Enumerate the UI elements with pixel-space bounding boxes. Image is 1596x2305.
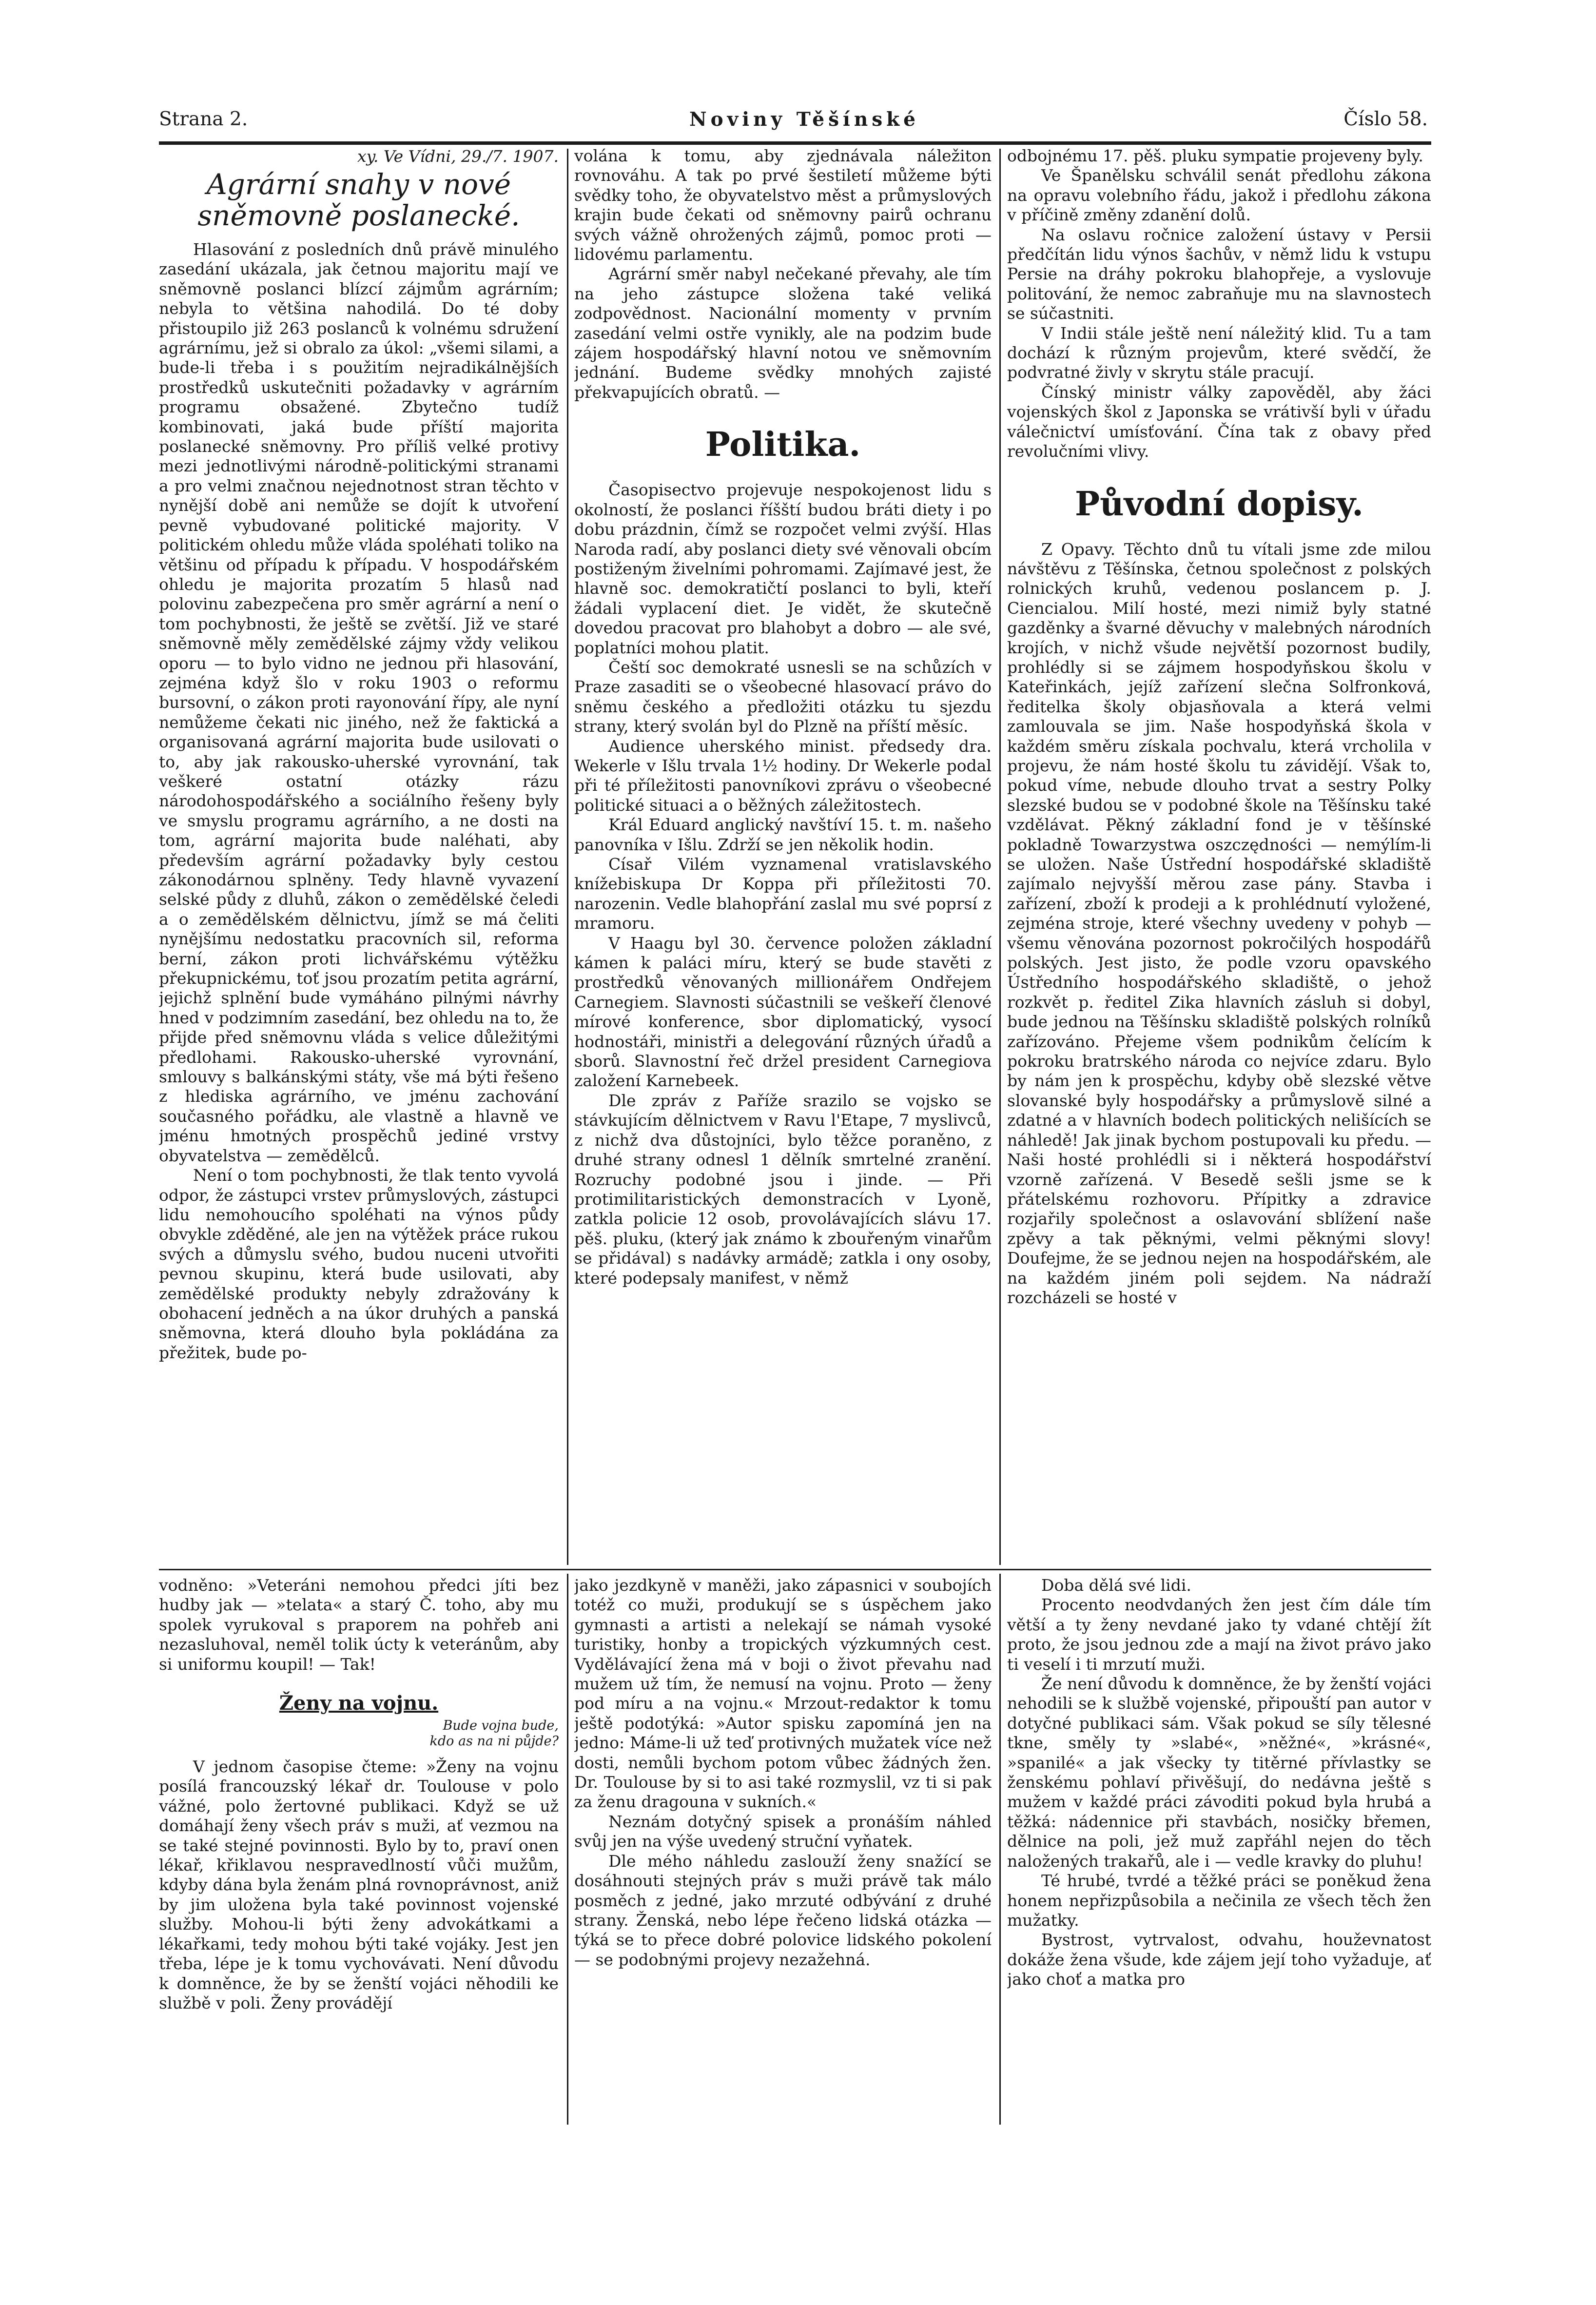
column-divider	[999, 149, 1001, 1565]
article-paragraph: volána k tomu, aby zjednávala náležiton rovnováhu. A tak po prvé šestiletí můžeme býti svědky toho, že obyvatelstvo měst a průmyslových krajin bude čekati od sněmovny pairů ochranu svých vážně ohrožených zájmů, pomoc proti — lidovému parlamentu.	[574, 146, 992, 264]
motto-line: kdo as na ni půjde?	[429, 1734, 559, 1749]
motto	[159, 1718, 559, 1749]
article-paragraph: Neznám dotyčný spisek a pronáším náhled svůj jen na výše uvedený struční vyňatek.	[574, 1812, 992, 1851]
article-paragraph: Bystrost, vytrvalost, odvahu, houževnatost dokáže žena všude, kde zájem její toho vyžaduje, ať jako choť a matka pro	[1007, 1930, 1431, 1989]
news-item: Čínský ministr války zapověděl, aby žáci vojenských škol z Japonska se vrátivší byli v úřadu válečnictví umísťování. Čína tak z obavy před revolučními vlivy.	[1007, 382, 1431, 461]
article-paragraph: Dle mého náhledu zaslouží ženy snažící se dosáhnouti stejných práv s muži právě tak málo posměch z jedné, jako mrzuté odbývání z druhé strany. Ženská, nebo lépe řečeno lidská otázka — týká se to přece dobré polovice lidského pokolení — se podobnými projevy nezažehná.	[574, 1851, 992, 1969]
column-1	[159, 146, 559, 1563]
article-paragraph: Není o tom pochybnosti, že tlak tento vyvolá odpor, že zástupci vrstev průmyslových, zástupci lidu nemohoucího spoléhati na výnos půdy obvykle zděděné, ale jen na výtěžek práce rukou svých a důmyslu svého, budou nuceni utvořiti pevnou skupinu, která bude usilovati, aby zemědělské produkty nebyly zdražovány k obohacení jedněch a na úkor druhých a panská sněmovna, která dlouho byla pokládána za přežitek, bude po-	[159, 1166, 559, 1362]
section-title-dopisy: Původní dopisy.	[1075, 484, 1363, 524]
feuilleton-title: Ženy na vojnu.	[279, 1692, 439, 1715]
news-item: Audience uherského minist. předsedy dra. Wekerle v Išlu trvala 1½ hodiny. Dr Wekerle podal při té příležitosti panovníkovi zprávu o všeobecné politické situaci a o běžných záležitostech.	[574, 736, 992, 815]
article-paragraph: Té hrubé, tvrdé a těžké práci se poněkud žena honem nepřizpůsobila a nečinila ze všech těch žen mužatky.	[1007, 1871, 1431, 1930]
page-number: Strana 2.	[159, 108, 248, 130]
article-paragraph: vodněno: »Veteráni nemohou předci jíti bez hudby jak — »telata« a starý Č. toho, aby mu spolek vyrukoval s praporem na pohřeb ani nezasluhoval, neměl tolik úcty k veteránům, aby si uniformu koupil! — Tak!	[159, 1576, 559, 1674]
article-paragraph: Že není důvodu k domněnce, že by ženští vojáci nehodili se k službě vojenské, připouští pan autor v dotyčné publikaci sám. Však pokud se síly tělesné tkne, směly ty »slabé«, »něžné«, »krásné«, »spanilé« a jak všecky ty titěrné přívlastky se ženskému pohlaví přivěšují, do nedávna ještě s mužem v každé práci závoditi pokud byla hrubá a těžká: nádennice při stavbách, nosičky břemen, dělnice na poli, jež muž zapřáhl nejen do těch naložených trakařů, ale i — vedle kravky do pluhu!	[1007, 1674, 1431, 1871]
article-paragraph: Procento neodvdaných žen jest čím dále tím větší a ty ženy nevdané jako ty vdané chtějí žít proto, že jsou jednou zde a mají na život právo jako ti veselí i ti mrzutí muži.	[1007, 1595, 1431, 1674]
news-item: Císař Vilém vyznamenal vratislavského knížebiskupa Dr Koppa při příležitosti 70. narozenin. Vedle blahopřání zaslal mu své poprsí z mramoru.	[574, 855, 992, 933]
news-item: V Indii stále ještě není náležitý klid. Tu a tam dochází k různým projevům, které svědčí, že podvratné živly v skrytu stále pracují.	[1007, 323, 1431, 382]
bottom-column-2	[574, 1576, 992, 2127]
column-3	[1007, 146, 1431, 1563]
news-item: Na oslavu ročnice založení ústavy v Persii předčítán lidu výnos šachův, v němž lidu k vstupu Persie na dráhy pokroku blahopřeje, a vyslovuje politování, že nemoc zabraňuje mu na slavnostech se súčastniti.	[1007, 225, 1431, 323]
section-title-politika: Politika.	[705, 425, 861, 465]
article-paragraph: Agrární směr nabyl nečekané převahy, ale tím na jeho zástupce složena také veliká zodpovědnost. Nacionální momenty v prvním zasedání velmi ostře vynikly, ale na podzim bude zájem hospodářský hlavní notou ve sněmovním jednání. Budeme svědky mnohých zajisté překvapujících obratů. —	[574, 264, 992, 402]
article-paragraph: Hlasování z posledních dnů právě minulého zasedání ukázala, jak četnou majoritu mají ve sněmovně poslanci blízcí zájmům agrárním; nebyla to většina nahodilá. Do té doby přistoupilo již 263 poslanců k volnému sdružení agrárnímu, jež si obralo za úkol: „všemi silami, a bude-li třeba i s použitím nejradikálnějších prostředků uskutečniti požadavky v agrárním programu obsažené. Zbytečno tudíž kombinovati, jaká bude příští majorita poslanecké sněmovny. Pro příliš velké protivy mezi jednotlivými národně-politickými stranami a pro velmi značnou nejednotnost stran těchto v nynější době ani nemůže se dojít k utvoření pevně vybudované politické majority. V politickém ohledu může vláda spoléhati toliko na většinu od případu k případu. V hospodářském ohledu je majorita prozatím 5 hlasů nad polovinu zabezpečena pro směr agrární a není o tom pochybnosti, že ještě se zvětší. Již ve staré sněmovně měly zemědělské zájmy vždy velikou oporu — to bylo vidno ne jednou při hlasování, zejména když šlo v roku 1903 o reformu bursovní, o zákon proti rayonování řípy, ale nyní nemůžeme čekati nic jiného, než že faktická a organisovaná agrární majorita bude usilovati o to, aby jak rakousko-uherské vyrovnání, tak veškeré ostatní otázky rázu národohospodářského a sociálního řešeny byly ve smyslu programu agrárního, a ne dosti na tom, agrární majorita bude naléhati, aby především agrární požadavky byly cestou zákonodárnou splněny. Tedy hlavně vyvazení selské půdy z dluhů, zákon o zemědělské čeledi a o zemědělském dělnictvu, jímž se má čeliti nynějšímu nedostatku pracovních sil, reforma berní, zákon proti lichvářskému výtěžku překupnickému, toť jsou prozatím petita agrární, jejichž splnění bude vymáháno pilnými návrhy hned v podzimním zasedání, bez ohledu na to, že přijde před sněmovnu vláda s velice důležitými předlohami. Rakousko-uherské vyrovnání, smlouvy s balkánskými státy, vše má býti řešeno z hlediska agrárního, ve jménu zachování současného pořádku, ale vlastně a hlavně ve jménu hmotných prospěchů jediné vrstvy obyvatelstva — zemědělců.	[159, 240, 559, 1165]
news-item: Dle zpráv z Paříže srazilo se vojsko se stávkujícím dělnictvem v Ravu l'Etape, 7 myslivců, z nichž dva důstojníci, bylo těžce poraněno, z druhé strany odnesl 1 dělník smrtelné zranění. Rozruchy podobné jsou i jinde. — Při protimilitaristických demonstracích v Lyoně, zatkla policie 12 osob, provolávajících slávu 17. pěš. pluku, (který jak známo k zbouřeným vinařům se přidával) s nadávky armádě; zatkla i ony osoby, které podepsaly manifest, v němž	[574, 1091, 992, 1288]
bottom-column-1	[159, 1576, 559, 2127]
article-paragraph: V jednom časopise čteme: »Ženy na vojnu posílá francouzský lékař dr. Toulouse v polo vážné, polo žertovné publikaci. Když se už domáhají ženy všech práv s muži, ať vezmou na se také stejné povinnosti. Bylo by to, praví onen lékař, křiklavou nespravedlností vůči mužům, kdyby dána byla ženám plná rovnoprávnost, aniž by jim uložena byla také povinnost vojenské služby. Mohou-li býti ženy advokátkami a lékařkami, tedy mohou býti také vojáky. Jest jen třeba, lépe je k tomu vychovávati. Není důvodu k domněnce, že by se ženští vojáci něhodili ke službě v poli. Ženy provádějí	[159, 1757, 559, 2012]
column-divider	[567, 1574, 568, 2125]
newspaper-title: Noviny Těšínské	[689, 108, 919, 131]
news-item: odbojnému 17. pěš. pluku sympatie projeveny byly.	[1007, 146, 1423, 165]
news-item: Čeští soc demokraté usnesli se na schůzích v Praze zasaditi se o všeobecné hlasovací právo do sněmu českého a předložiti otázku tu sjezdu strany, který svolán byl do Plzně na příští měsíc.	[574, 657, 992, 736]
column-divider	[999, 1574, 1001, 2125]
news-item: Král Eduard anglický navštíví 15. t. m. našeho panovníka v Išlu. Zdrží se jen několik hodin.	[574, 815, 992, 854]
bottom-column-3	[1007, 1576, 1431, 2127]
news-item: V Haagu byl 30. července položen základní kámen k paláci míru, který se bude stavěti z prostředků věnovaných millionářem Ondřejem Carnegiem. Slavnosti súčastnili se veškeří členové mírové konference, sbor diplomatický, vysocí hodnostáři, ministři a delegování různých úřadů a sborů. Slavnostní řeč držel president Carnegiova založení Karnebeek.	[574, 933, 992, 1091]
news-item: Ve Španělsku schválil senát předlohu zákona na opravu volebního řádu, jakož i předlohu zákona v příčině změny zdanění dolů.	[1007, 166, 1431, 225]
article-title: Agrární snahy v nové sněmovně poslanecké.	[197, 168, 520, 232]
column-divider	[567, 149, 568, 1565]
article-paragraph: jako jezdkyně v maněži, jako zápasnici v soubojích totéž co muži, produkují se s úspěchem jako gymnasti a artisti a nelekají se námah vysoké turistiky, honby a tropických výzkumných cest. Vydělávající žena má v boji o život převahu nad mužem už tím, že nemusí na vojnu. Proto — ženy pod míru a na vojnu.« Mrzout-redaktor k tomu ještě podotýká: »Autor spisku zapomíná jen na jedno: Máme-li už teď protivných mužatek více než dosti, nemůli bychom potom vůbec žádných žen. Dr. Toulouse by si to asi také rozmyslil, vz ti si pak za ženu dragouna v sukních.«	[574, 1576, 992, 1812]
column-2	[574, 146, 992, 1563]
article-dateline: xy. Ve Vídni, 29./7. 1907.	[357, 147, 559, 166]
article-paragraph: Doba dělá své lidi.	[1041, 1576, 1191, 1595]
motto-line: Bude vojna bude,	[443, 1718, 559, 1734]
issue-number: Číslo 58.	[1343, 108, 1428, 130]
section-rule	[159, 1569, 1431, 1570]
letter-paragraph: Z Opavy. Těchto dnů tu vítali jsme zde milou návštěvu z Těšínska, četnou společnost z polských rolnických kruhů, vedenou poslancem p. J. Ciencialou. Milí hosté, mezi nimiž byly statné gazděnky a švarné děvuchy v malebných národních krojích, v nichž všude největší pozornost budily, prohlédly si se zájmem hospodyňskou školu v Kateřinkách, jejíž zařízení slečna Solfronková, ředitelka školy objasňovala a která velmi zamlouvala se jim. Naše hospodyňská škola v každém směru získala pochvalu, která vrcholila v projevu, že nám hosté školu tu závidějí. Však to, pokud víme, nebude dlouho trvat a sestry Polky slezské budou se v podobné škole na Těšínsku také vzdělávat. Pěkný základní fond je v těšínské pokladně Towarzystwa oszczędności — nemýlím-li se uložen. Naše Ústřední hospodářské skladiště zajímalo nejvyšší měrou zase pány. Stavba i zařízení, zboží k prodeji a k prohlédnutí vyložené, zejména stroje, které všechny uvedeny v pohyb — všemu věnována pozornost pokročilých hospodářů polských. Jest jisto, že podle vzoru opavského Ústředního hospodářského skladiště, o jehož rozkvět p. ředitel Zika hlavních zásluh si dobyl, bude jednou na Těšínsku skladiště polských rolníků zařízováno. Přejeme všem podnikům čelícím k pokroku bratrského národa co nejvíce zdaru. Bylo by nám jen k prospěchu, kdyby obě slezské větve slovanské byly hospodářsky a průmyslově silné a zdatné a v hlavních bodech politických nelišících se náhledě! Jak jinak bychom postupovali ku předu. — Naši hosté prohlédli si i některá hospodářství vzorně zařízená. V Besedě sešli jsme se k přátelskému rozhovoru. Přípitky a zdravice rozjařily společnost a oslavování sblížení naše zpěvy a tak pěknými, velmi pěknými slovy! Doufejme, že se jednou nejen na hospodářském, ale na každém jiném poli sejdem. Na nádraží rozcházeli se hosté v	[1007, 539, 1431, 1307]
header-rule	[159, 141, 1431, 145]
news-item: Časopisectvo projevuje nespokojenost lidu s okolností, že poslanci říšští budou bráti diety i po dobu prázdnin, čímž se rozpočet velmi zvýší. Hlas Naroda radí, aby poslanci diety své věnovali obcím postiženým živelními pohromami. Zajímavé jest, že hlavně soc. demokratičtí poslanci to byli, kteří žádali vyplacení diet. Je vidět, že skutečně dovedou pracovat pro blahobyt a dobro — ale své, poplatníci mohou platit.	[574, 480, 992, 657]
